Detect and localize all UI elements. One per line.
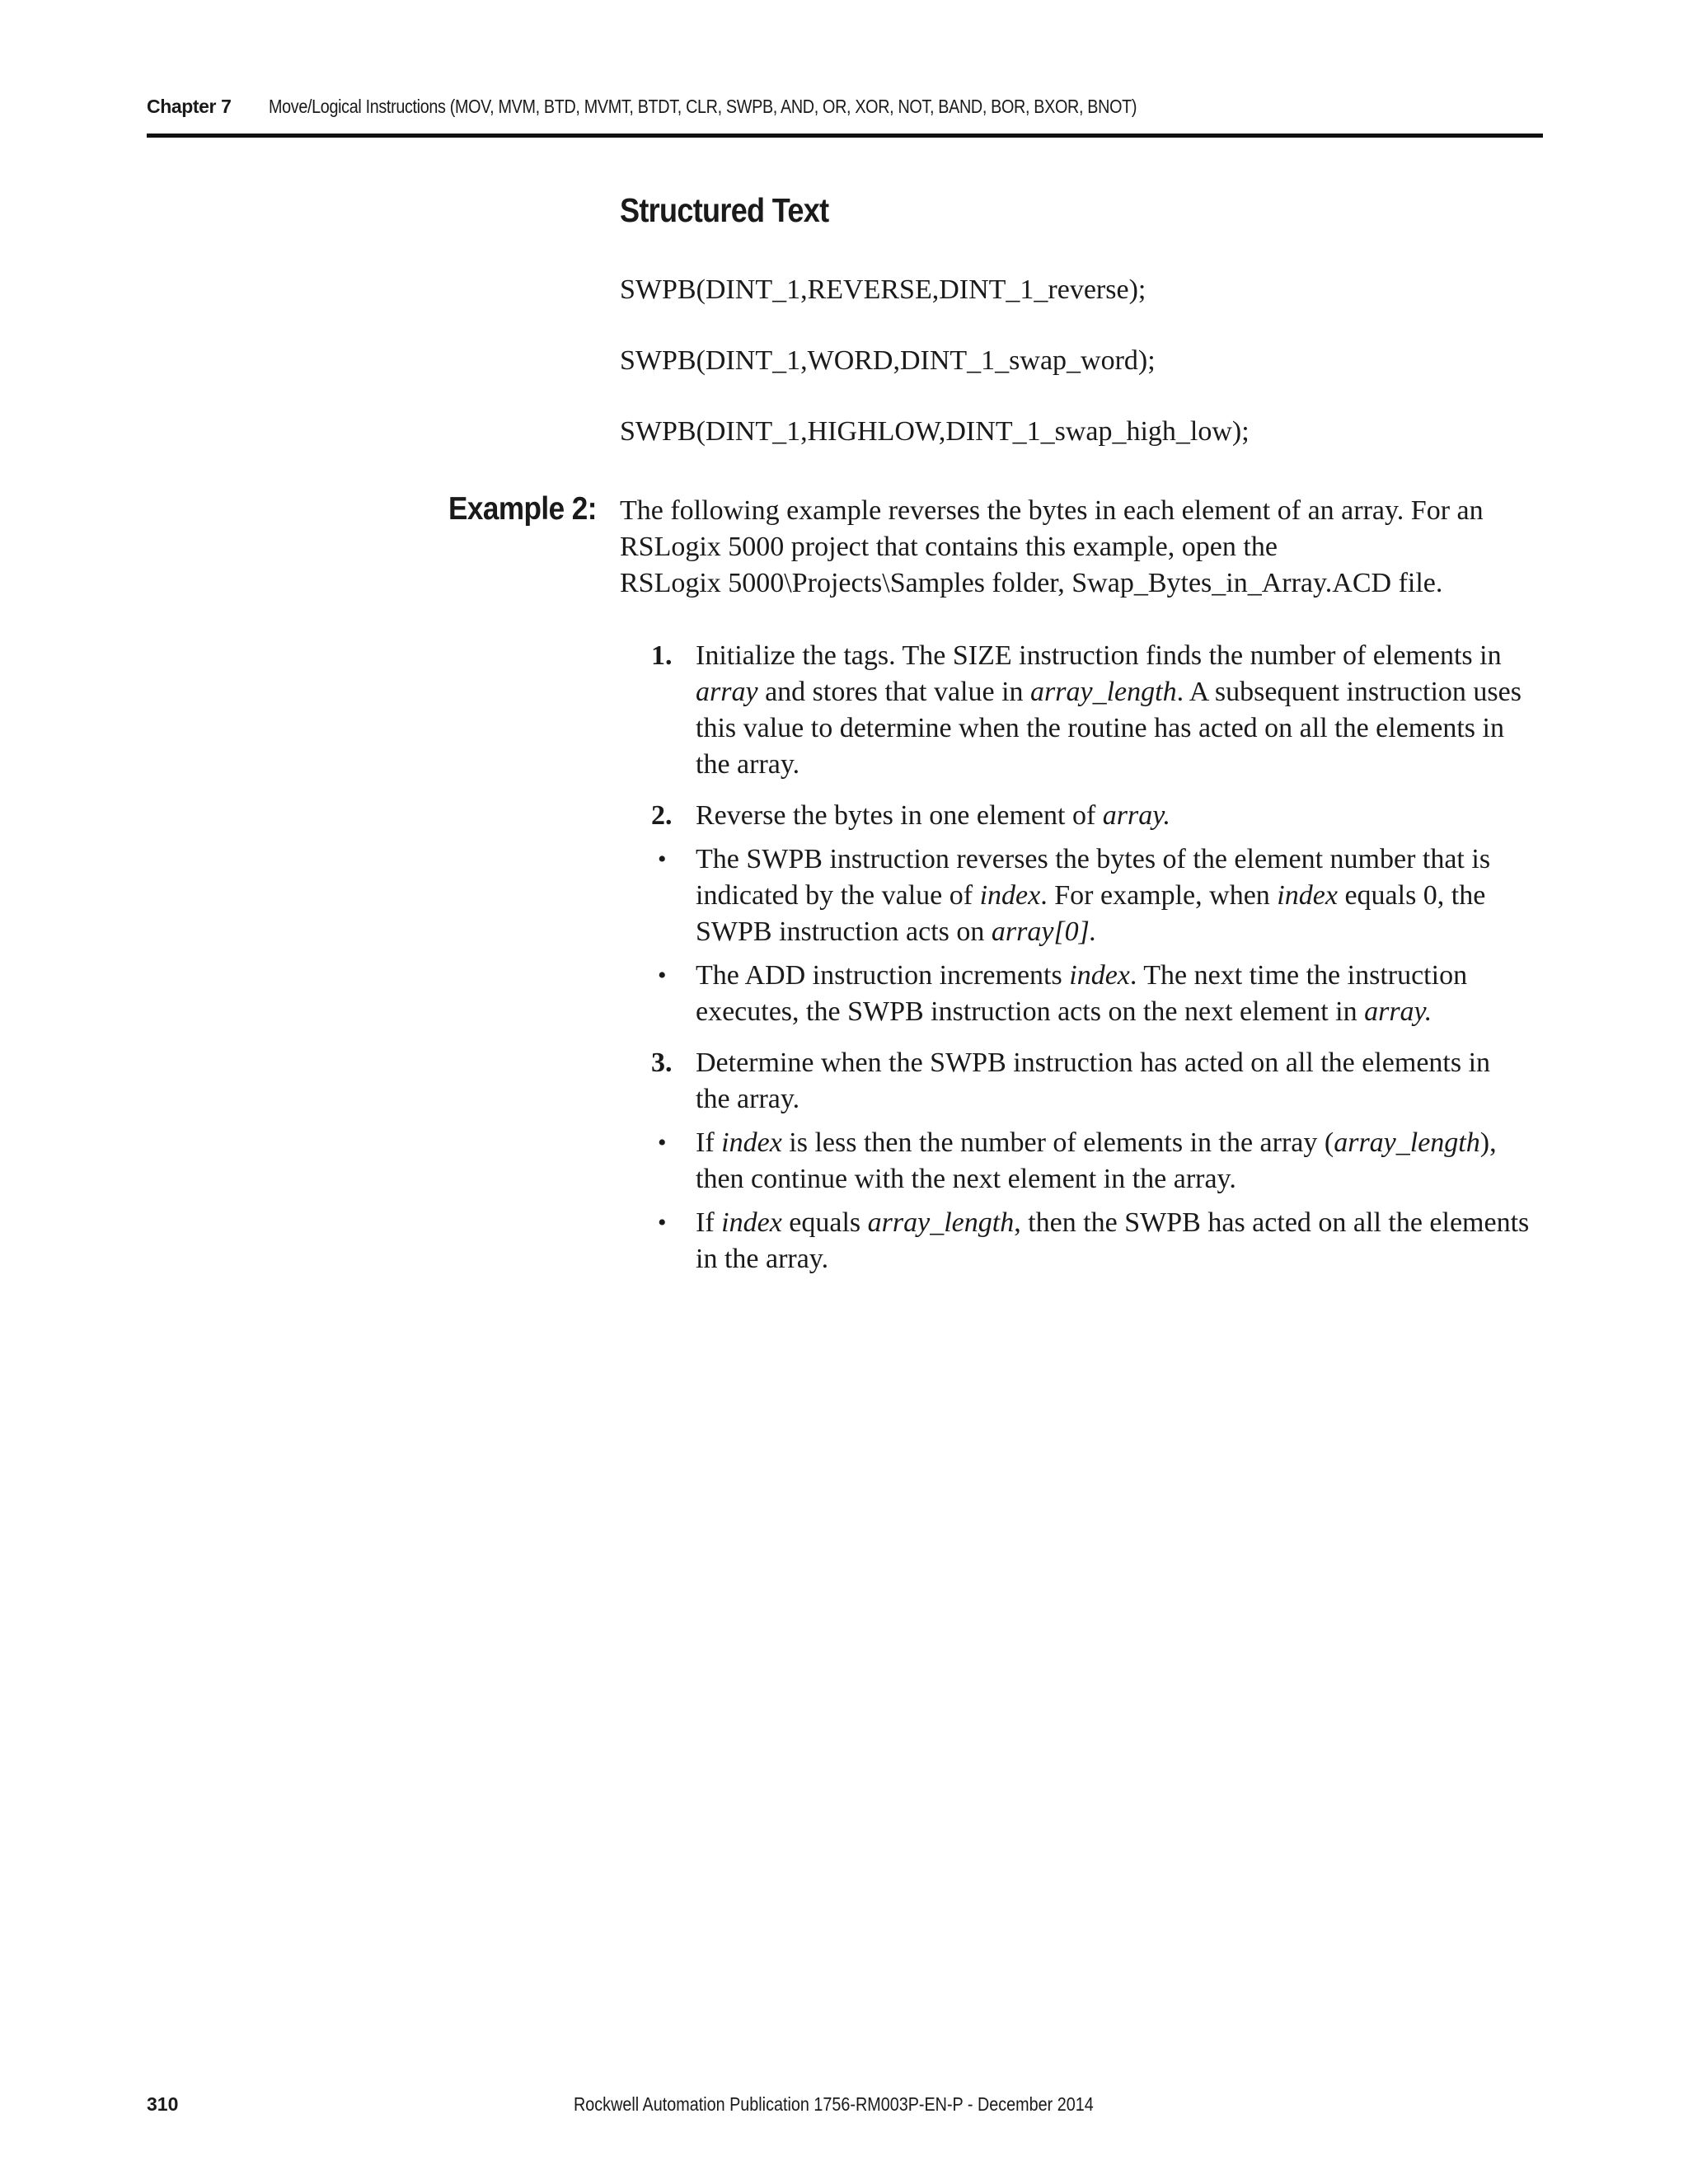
bullet-icon: • — [658, 1129, 667, 1156]
bullet-4-line-2: in the array. — [696, 1244, 829, 1274]
bullet-3-line-2: then continue with the next element in the array. — [696, 1164, 1236, 1194]
step-2-line-1: Reverse the bytes in one element of array. — [696, 800, 1170, 831]
page-number: 310 — [147, 2093, 179, 2115]
section-title: Structured Text — [620, 191, 829, 229]
bullet-1-line-2: indicated by the value of index. For example, when index equals 0, the — [696, 880, 1486, 911]
bullet-2-line-2: executes, the SWPB instruction acts on the next element in array. — [696, 996, 1432, 1027]
bullet-icon: • — [658, 1209, 667, 1236]
chapter-title: Move/Logical Instructions (MOV, MVM, BTD, MVMT, BTDT, CLR, SWPB, AND, OR, XOR, NOT, BAND, BOR, BXOR, BNOT) — [269, 96, 1137, 117]
bullet-4-line-1: If index equals array_length, then the SWPB has acted on all the elements — [696, 1207, 1530, 1238]
code-line-2: SWPB(DINT_1,WORD,DINT_1_swap_word); — [620, 345, 1156, 376]
code-line-3: SWPB(DINT_1,HIGHLOW,DINT_1_swap_high_low); — [620, 416, 1250, 447]
publication-info: Rockwell Automation Publication 1756-RM003P-EN-P - December 2014 — [574, 2093, 1094, 2115]
bullet-icon: • — [658, 962, 667, 989]
step-3 — [651, 1045, 1558, 1118]
step-3-line-2: the array. — [696, 1084, 800, 1114]
step-number: 3. — [651, 1047, 673, 1078]
step-2 — [651, 798, 1558, 834]
bullet-4 — [651, 1205, 1558, 1277]
step-number: 1. — [651, 640, 673, 671]
code-line-1: SWPB(DINT_1,REVERSE,DINT_1_reverse); — [620, 274, 1146, 305]
bullet-1 — [651, 841, 1558, 950]
intro-line-3: RSLogix 5000\Projects\Samples folder, Swap_Bytes_in_Array.ACD file. — [620, 568, 1443, 598]
bullet-icon: • — [658, 846, 667, 873]
chapter-label: Chapter 7 — [147, 96, 232, 117]
step-1 — [651, 638, 1558, 783]
step-1-line-2: array and stores that value in array_length. A subsequent instruction uses — [696, 677, 1522, 707]
step-1-line-1: Initialize the tags. The SIZE instruction finds the number of elements in — [696, 640, 1502, 671]
bullet-1-line-1: The SWPB instruction reverses the bytes of the element number that is — [696, 844, 1491, 874]
steps-list — [651, 638, 1558, 1277]
step-number: 2. — [651, 800, 673, 831]
bullet-2-line-1: The ADD instruction increments index. The next time the instruction — [696, 960, 1468, 991]
example-label: Example 2: — [448, 491, 597, 527]
page-header — [147, 92, 1543, 138]
step-1-line-3: this value to determine when the routine has acted on all the elements in — [696, 713, 1504, 743]
example-intro — [620, 493, 1543, 602]
intro-line-2: RSLogix 5000 project that contains this example, open the — [620, 532, 1278, 562]
bullet-3 — [651, 1125, 1558, 1197]
intro-line-1: The following example reverses the bytes in each element of an array. For an — [620, 495, 1484, 526]
bullet-1-line-3: SWPB instruction acts on array[0]. — [696, 916, 1097, 947]
bullet-2 — [651, 958, 1558, 1030]
step-3-line-1: Determine when the SWPB instruction has acted on all the elements in — [696, 1047, 1491, 1078]
step-1-line-4: the array. — [696, 749, 800, 780]
bullet-3-line-1: If index is less then the number of elements in the array (array_length), — [696, 1127, 1497, 1158]
